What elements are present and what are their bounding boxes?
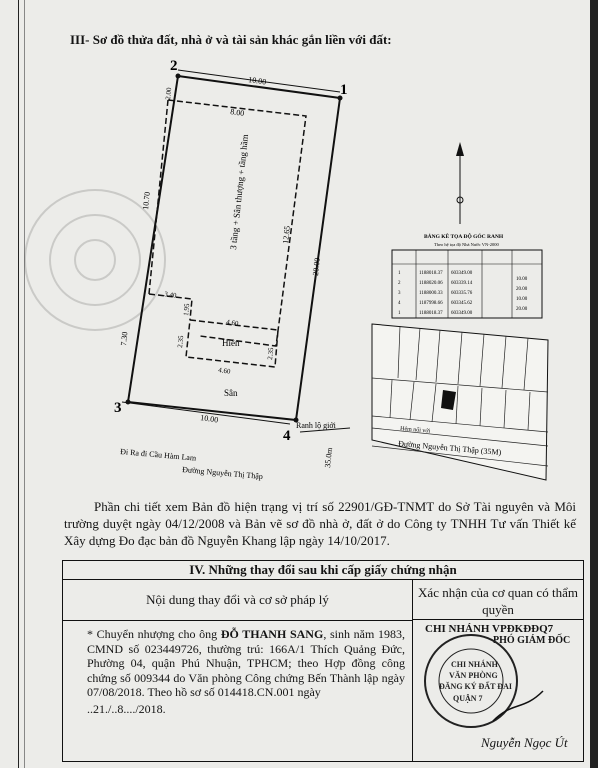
ct-r4c1: 1188018.37 [419,311,443,316]
dim-bottom: 10.00 [199,413,219,425]
house-label: 3 tầng + Sân thượng + tầng hầm [228,133,251,251]
ct-r4c2: 603349.00 [451,311,473,316]
change-entry [87,627,405,700]
deputy-title: PHÓ GIÁM ĐỐC [493,635,571,646]
dim-hien-bottom: 4.60 [217,366,231,376]
san-label: Sân [224,388,238,398]
dim-top-inner: 8.00 [229,107,245,118]
dim-road: 35.0m [323,447,335,469]
branch-name: CHI NHÁNH VPĐKĐĐQ7 [425,623,554,635]
dim-right-outer: 20.00 [311,257,322,277]
dim-left-lower: 7.30 [119,331,130,347]
corner-label-2: 2 [170,58,178,74]
coord-table-title: BẢNG KÊ TỌA ĐỘ GÓC RANH [424,234,504,240]
road-name-label: Đường Nguyễn Thị Thập [181,465,264,482]
svg-text:ĐĂNG KÝ ĐẤT ĐAI: ĐĂNG KÝ ĐẤT ĐAI [439,682,512,691]
ct-r1c3: 20.00 [516,287,528,292]
hien-label: Hiên [222,338,240,348]
dim-left-upper: 10.70 [141,191,152,211]
svg-text:VĂN PHÒNG: VĂN PHÒNG [449,671,498,680]
corner-label-1: 1 [340,82,348,98]
col-header-confirmation: Xác nhận của cơ quan có thẩm quyền [413,580,583,620]
ct-r1c1: 1188020.06 [419,281,443,286]
ct-r3c2: 603345.62 [451,301,473,306]
coord-table [392,232,542,318]
ranh-label: Ranh lộ giới [296,421,336,430]
background-ornament [25,190,165,330]
location-road: Đường Nguyễn Thị Thập (35M) [397,439,502,458]
ct-r0c1: 1188018.37 [419,271,443,276]
coord-table-subtitle: Theo hệ tọa độ Nhà Nước VN-2000 [434,242,499,247]
location-hem: Hẻm nối với [399,426,431,435]
dim-right-inner: 12.65 [281,225,292,245]
section4-table [62,560,584,762]
road-left-label: Đi Ra đi Cầu Hàm Lam [119,447,197,463]
note-paragraph: Phần chi tiết xem Bản đồ hiện trạng vị trí số 22901/GĐ-TNMT do Sở Tài nguyên và Môi trường duyệt ngày 04/12/2008 và Bản vẽ sơ đồ nhà ở, đất ở do Công ty TNHH Tư vấn Thiết kế Xây dựng Đo đạc bản đồ Nguyễn Khang lập ngày 14/10/2017. [64,499,576,548]
dim-top: 10.00 [247,75,267,87]
svg-text:QUẬN 7: QUẬN 7 [453,694,483,703]
ct-r0c3: 10.00 [516,277,528,282]
ct-r2c1: 1188000.33 [419,291,443,296]
ct-r4c0: 1 [398,311,401,316]
dim-hien-left: 2.35 [176,335,186,349]
svg-text:CHI NHÁNH: CHI NHÁNH [451,660,498,669]
ct-r2c2: 603335.76 [451,291,473,296]
ct-r0c2: 603349.00 [451,271,473,276]
section3-heading: III- Sơ đồ thửa đất, nhà ở và tài sản khác gắn liền với đất: [70,32,392,47]
stamp-area [413,621,583,761]
dim-top-left: 2.00 [164,87,174,101]
ct-r2c3: 10.00 [516,297,528,302]
entry-date: ..21./..8..../2018. [87,702,166,716]
dim-hien-top: 4.60 [225,318,239,328]
entry-rest: , sinh năm 1983, CMND số 023449726, thường trú: 166A/1 Thích Quảng Đức, Phường 04, quận Phú Nhuận, TPHCM; theo Hợp đồng công chứng số 009344 do Văn phòng Công chứng Bến Thành lập ngày 07/08/2018. Theo hồ sơ số 014418.CN.001 ngày [87,627,405,700]
dim-hien-right: 2.35 [266,347,276,361]
ct-r3c3: 20.00 [516,307,528,312]
ct-r3c0: 4 [398,301,401,306]
north-arrow-icon [456,142,464,224]
signer-name: Nguyễn Ngọc Út [481,735,568,750]
dim-step-h: 1.95 [182,303,192,317]
entry-name: ĐỖ THANH SANG [220,627,324,641]
ct-r3c1: 1187998.66 [419,301,443,306]
corner-label-4: 4 [283,428,291,444]
col-header-changes: Nội dung thay đổi và cơ sở pháp lý [63,580,412,621]
section4-title: IV. Những thay đổi sau khi cấp giấy chứng nhận [63,561,583,580]
ct-r2c0: 3 [398,291,401,296]
location-map [372,324,548,480]
ct-r0c0: 1 [398,271,401,276]
dim-step-w: 3.40 [163,290,177,300]
ct-r1c0: 2 [398,281,401,286]
ct-r1c2: 603339.14 [451,281,473,286]
corner-label-3: 3 [114,400,122,416]
entry-prefix: * Chuyển nhượng cho ông [87,627,221,641]
